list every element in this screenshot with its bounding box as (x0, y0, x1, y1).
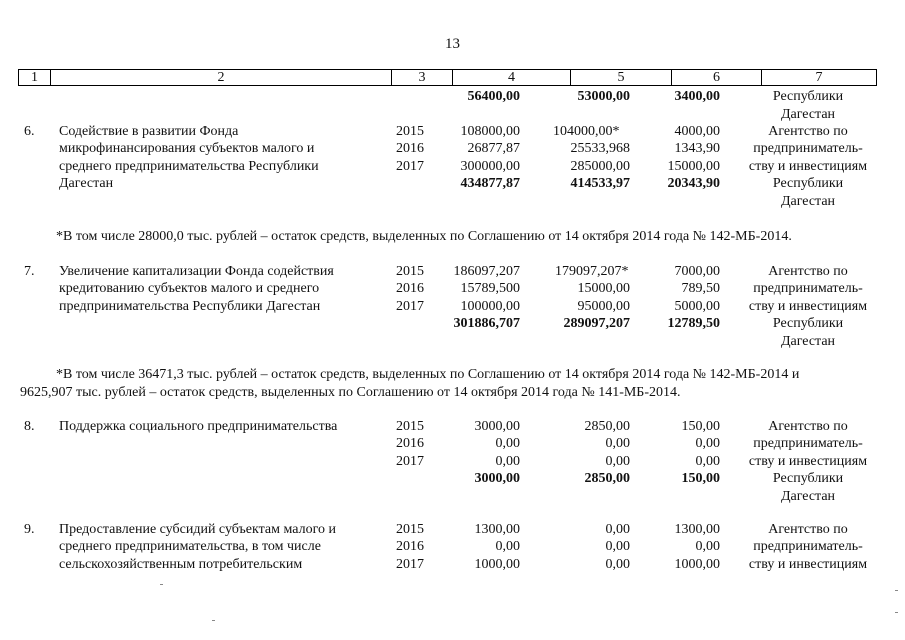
total-col4: 301886,707 (453, 316, 520, 332)
agency-line: Республики (772, 89, 844, 104)
year: 2017 (396, 453, 424, 469)
agency-line: Агентство по (768, 124, 848, 139)
total-col6: 12789,50 (667, 316, 720, 332)
column-header: 3 (392, 70, 453, 86)
measure-name-line: среднего предпринимательства Республики (59, 158, 319, 174)
scan-speck (212, 620, 215, 621)
amount-col5: 0,00 (605, 522, 630, 537)
amount-col5: 0,00 (605, 539, 630, 555)
year: 2015 (396, 264, 424, 279)
amount-col6: 5000,00 (674, 298, 720, 314)
measure-name-line: среднего предпринимательства, в том числе (59, 539, 321, 555)
year: 2017 (396, 298, 424, 314)
amount-col5: 15000,00 (577, 281, 630, 297)
amount-col4: 0,00 (495, 453, 520, 469)
agency-line: Дагестан (780, 333, 836, 349)
amount-col4: 108000,00 (460, 124, 520, 139)
amount-col5: 179097,207* (555, 264, 629, 279)
measure-name-line: Поддержка социального предпринимательства (59, 419, 338, 434)
row-number: 9. (24, 522, 35, 537)
measure-name-line: Дагестан (59, 176, 114, 192)
year: 2016 (396, 141, 424, 157)
amount-col5: 285000,00 (570, 158, 630, 174)
total-col4: 3000,00 (474, 471, 520, 487)
row-number: 8. (24, 419, 35, 434)
measure-name-line: Увеличение капитализации Фонда содействия (59, 264, 334, 279)
scan-speck (895, 590, 898, 591)
agency-line: ству и инвестициям (748, 453, 868, 469)
measure-name-line: кредитованию субъектов малого и среднего (59, 281, 320, 297)
amount-col6: 150,00 (681, 419, 720, 434)
agency-line: предприниматель- (753, 436, 863, 452)
year: 2016 (396, 281, 424, 297)
amount-col4: 0,00 (495, 436, 520, 452)
amount-col6: 1343,90 (674, 141, 720, 157)
amount-col6: 7000,00 (674, 264, 720, 279)
agency-line: ству и инвестициям (748, 298, 868, 314)
agency-line: предприниматель- (753, 281, 863, 297)
amount-col4: 3000,00 (474, 419, 520, 434)
year: 2015 (396, 522, 424, 537)
measure-name-line: предпринимательства Республики Дагестан (59, 298, 321, 314)
agency-line: ству и инвестициям (748, 556, 868, 572)
amount-col6: 0,00 (695, 436, 720, 452)
amount-col6: 0,00 (695, 453, 720, 469)
amount-col5: 95000,00 (577, 298, 630, 314)
amount-col6: 1000,00 (674, 556, 720, 572)
agency-line: Агентство по (768, 264, 848, 279)
amount-col5: 0,00 (605, 453, 630, 469)
agency-line: Дагестан (780, 193, 836, 209)
column-header: 4 (453, 70, 571, 86)
total-col5: 289097,207 (563, 316, 630, 332)
agency-line: Республики (772, 176, 844, 192)
year: 2015 (396, 124, 424, 139)
amount-col6: 1300,00 (674, 522, 720, 537)
agency-line: предприниматель- (753, 539, 863, 555)
year: 2015 (396, 419, 424, 434)
agency-line: Республики (772, 316, 844, 332)
agency-line: Дагестан (780, 488, 836, 504)
year: 2017 (396, 158, 424, 174)
total-col6: 20343,90 (667, 176, 720, 192)
amount-col5: 104000,00* (553, 124, 620, 139)
row-number: 6. (24, 124, 35, 139)
column-header: 5 (571, 70, 672, 86)
amount-col6: 789,50 (681, 281, 720, 297)
footnote: *В том числе 36471,3 тыс. рублей – остаток средств, выделенных по Соглашению от 14 октября 2014 года № 142-МБ-2014 и (56, 367, 800, 382)
amount-col4: 1000,00 (474, 556, 520, 572)
amount-col5: 53000,00 (577, 89, 630, 104)
amount-col4: 15789,500 (460, 281, 520, 297)
amount-col6: 0,00 (695, 539, 720, 555)
amount-col4: 186097,207 (453, 264, 520, 279)
agency-line: Дагестан (780, 106, 836, 122)
amount-col4: 1300,00 (474, 522, 520, 537)
amount-col4: 300000,00 (460, 158, 520, 174)
measure-name-line: Содействие в развитии Фонда (59, 124, 239, 139)
amount-col5: 2850,00 (584, 419, 630, 434)
total-col5: 414533,97 (570, 176, 630, 192)
agency-line: Агентство по (768, 419, 848, 434)
footnote: *В том числе 28000,0 тыс. рублей – остаток средств, выделенных по Соглашению от 14 октября 2014 года № 142-МБ-2014. (56, 229, 792, 244)
amount-col6: 4000,00 (674, 124, 720, 139)
column-header-row (18, 69, 877, 86)
measure-name-line: микрофинансирования субъектов малого и (59, 141, 315, 157)
amount-col6: 15000,00 (667, 158, 720, 174)
year: 2016 (396, 436, 424, 452)
amount-col4: 26877,87 (467, 141, 520, 157)
scan-speck (160, 584, 163, 585)
column-header: 6 (672, 70, 762, 86)
agency-line: ству и инвестициям (748, 158, 868, 174)
year: 2016 (396, 539, 424, 555)
amount-col4: 100000,00 (460, 298, 520, 314)
column-header: 2 (51, 70, 392, 86)
amount-col4: 0,00 (495, 539, 520, 555)
agency-line: Агентство по (768, 522, 848, 537)
total-col5: 2850,00 (584, 471, 630, 487)
amount-col5: 25533,968 (570, 141, 630, 157)
scan-speck (895, 612, 898, 613)
measure-name-line: сельскохозяйственным потребительским (59, 556, 303, 572)
column-header: 7 (762, 70, 877, 86)
measure-name-line: Предоставление субсидий субъектам малого и (59, 522, 336, 537)
year: 2017 (396, 556, 424, 572)
amount-col4: 56400,00 (467, 89, 520, 104)
page-number: 13 (445, 36, 460, 52)
footnote: 9625,907 тыс. рублей – остаток средств, выделенных по Соглашению от 14 октября 2014 года № 141-МБ-2014. (20, 385, 681, 400)
amount-col6: 3400,00 (674, 89, 720, 104)
row-number: 7. (24, 264, 35, 279)
amount-col5: 0,00 (605, 556, 630, 572)
total-col4: 434877,87 (460, 176, 520, 192)
agency-line: предприниматель- (753, 141, 863, 157)
total-col6: 150,00 (681, 471, 720, 487)
agency-line: Республики (772, 471, 844, 487)
amount-col5: 0,00 (605, 436, 630, 452)
column-header: 1 (19, 70, 51, 86)
